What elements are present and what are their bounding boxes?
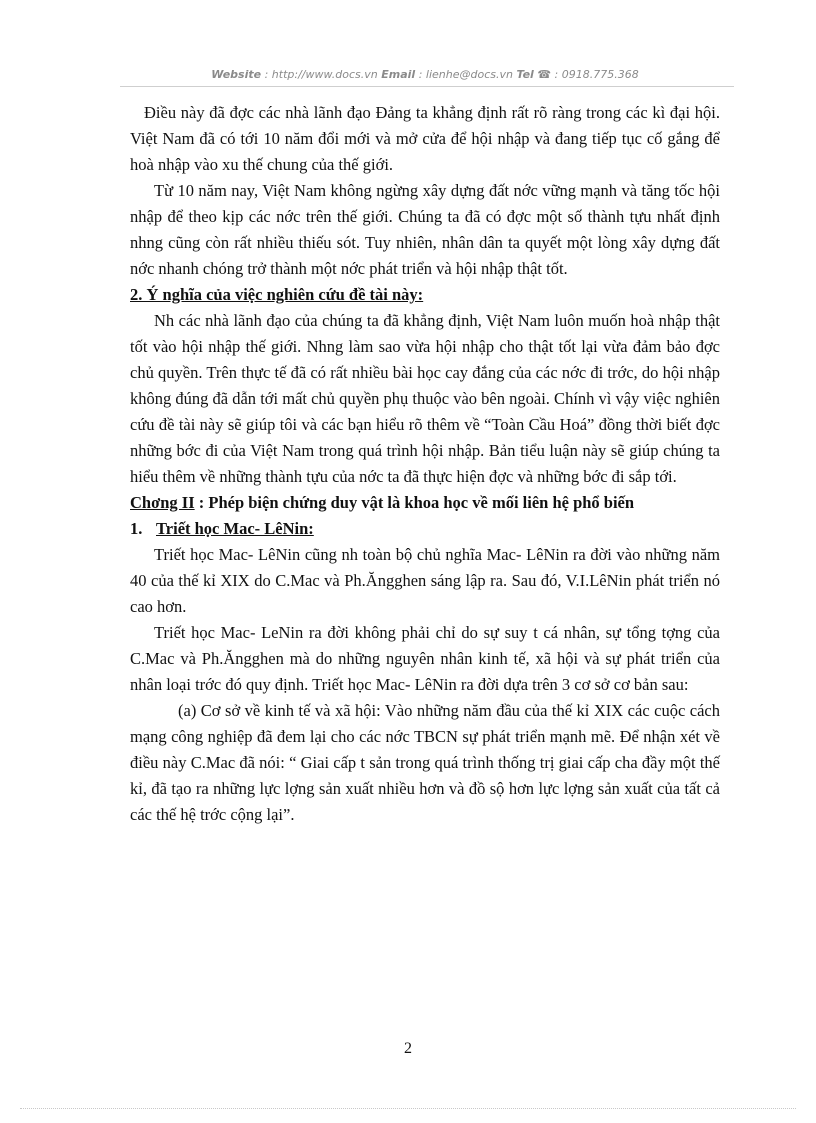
header-divider [120, 86, 734, 87]
paragraph-6: (a) Cơ sở về kinh tế và xã hội: Vào những năm đầu của thế kỉ XIX các cuộc cách mạng công nghiệp đã đem lại cho các nớc TBCN sự phát triển mạnh mẽ. Để nhận xét về điều này C.Mac đã nói: “ Giai cấp t sản trong quá trình thống trị giai cấp cha đầy một thế kỉ, đã tạo ra những lực lợng sản xuất nhiều hơn và đồ sộ hơn lực lợng sản xuất của tất cả các thế hệ trớc cộng lại”. [130, 701, 720, 824]
tel-label: Tel [516, 68, 534, 81]
footer-divider [20, 1108, 796, 1109]
paragraph-1: Điều này đã đợc các nhà lãnh đạo Đảng ta khẳng định rất rõ ràng trong các kì đại hội. Việt Nam đã có tới 10 năm đổi mới và mở cửa để hội nhập và đang tiếp tục cố gắng để hoà nhập vào xu thế chung của thế giới. [130, 103, 720, 174]
section-title: Triết học Mac- LêNin: [156, 519, 314, 538]
paragraph-3: Nh các nhà lãnh đạo của chúng ta đã khẳng định, Việt Nam luôn muốn hoà nhập thật tốt vào hội nhập thế giới. Nhng làm sao vừa hội nhập cho thật tốt lại vừa đảm bảo đợc chủ quyền. Trên thực tế đã có rất nhiều bài học cay đắng của các nớc đi trớc, do hội nhập không đúng đã dẫn tới mất chủ quyền phụ thuộc vào bên ngoài. Chính vì vậy việc nghiên cứu đề tài này sẽ giúp tôi và các bạn hiểu rõ thêm về “Toàn Cầu Hoá” đồng thời biết đợc những bớc đi của Việt Nam trong quá trình hội nhập. Bản tiểu luận này sẽ giúp chúng ta hiểu thêm về những thành tựu của nớc ta đã thực hiện đợc và những bớc đi sắp tới. [130, 311, 720, 486]
page-header [190, 68, 660, 81]
section-number: 1. [130, 519, 143, 538]
chapter-title: : Phép biện chứng duy vật là khoa học về mối liên hệ phổ biến [198, 493, 635, 512]
email-value: : lienhe@docs.vn [418, 68, 513, 81]
section-heading-2: 2. Ý nghĩa của việc nghiên cứu đề tài này: [130, 285, 424, 304]
email-label: Email [381, 68, 416, 81]
page-number: 2 [404, 1040, 412, 1057]
paragraph-4: Triết học Mac- LêNin cũng nh toàn bộ chủ nghĩa Mac- LêNin ra đời vào những năm 40 của thế kỉ XIX do C.Mac và Ph.Ăngghen sáng lập ra. Sau đó, V.I.LêNin phát triển nó cao hơn. [130, 545, 720, 616]
chapter-heading [130, 490, 720, 516]
paragraph-2: Từ 10 năm nay, Việt Nam không ngừng xây dựng đất nớc vững mạnh và tăng tốc hội nhập để theo kịp các nớc trên thế giới. Chúng ta đã có đợc một số thành tựu nhất định nhng cũng còn rất nhiều thiếu sót. Tuy nhiên, nhân dân ta quyết một lòng xây dựng đất nớc nhanh chóng trở thành một nớc phát triển và hội nhập thật tốt. [130, 181, 720, 278]
website-label: Website [211, 68, 262, 81]
website-value: : http://www.docs.vn [264, 68, 378, 81]
paragraph-5: Triết học Mac- LeNin ra đời không phải chỉ do sự suy t cá nhân, sự tổng tợng của C.Mac và Ph.Ăngghen mà do những nguyên nhân kinh tế, xã hội và sự phát triển của nhân loại trớc đó quy định. Triết học Mac- LêNin ra đời dựa trên 3 cơ sở cơ bản sau: [130, 623, 720, 694]
tel-value: ☎ : 0918.775.368 [537, 68, 639, 81]
chapter-label: Chơng II [130, 493, 195, 512]
document-body [130, 100, 720, 828]
section-heading-1 [130, 516, 720, 542]
